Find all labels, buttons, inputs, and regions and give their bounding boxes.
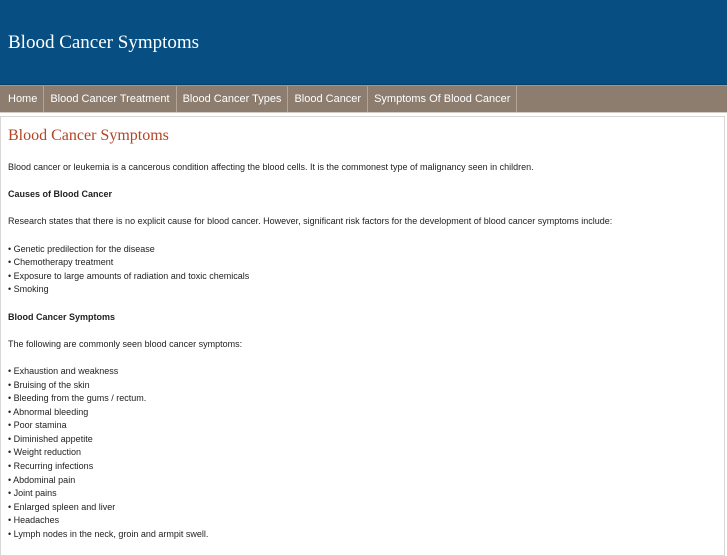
list-item: • Joint pains bbox=[8, 488, 57, 499]
site-title[interactable]: Blood Cancer Symptoms bbox=[8, 32, 200, 53]
list-item: • Exhaustion and weakness bbox=[8, 365, 119, 376]
list-item: • Poor stamina bbox=[8, 420, 67, 431]
list-item: • Chemotherapy treatment bbox=[8, 257, 114, 268]
nav-item-home[interactable]: Home bbox=[0, 86, 44, 112]
nav-item-blood-cancer-types[interactable]: Blood Cancer Types bbox=[177, 86, 289, 112]
risk-factors-list bbox=[8, 243, 717, 297]
causes-heading: Causes of Blood Cancer bbox=[8, 189, 113, 200]
symptoms-paragraph: The following are commonly seen blood cancer symptoms: bbox=[8, 338, 243, 349]
list-item: • Exposure to large amounts of radiation and toxic chemicals bbox=[8, 270, 250, 281]
list-item: • Lymph nodes in the neck, groin and armpit swell. bbox=[8, 529, 209, 540]
causes-paragraph: Research states that there is no explicit cause for blood cancer. However, significant risk factors for the development of blood cancer symptoms include: bbox=[8, 216, 613, 227]
list-item: • Weight reduction bbox=[8, 447, 82, 458]
list-item: • Abnormal bleeding bbox=[8, 406, 89, 417]
list-item: • Abdominal pain bbox=[8, 474, 76, 485]
symptoms-heading: Blood Cancer Symptoms bbox=[8, 311, 116, 322]
site-header bbox=[0, 0, 727, 85]
list-item: • Headaches bbox=[8, 515, 60, 526]
list-item: • Bruising of the skin bbox=[8, 379, 90, 390]
main-content bbox=[0, 116, 725, 556]
nav-item-blood-cancer-treatment[interactable]: Blood Cancer Treatment bbox=[44, 86, 176, 112]
symptoms-list bbox=[8, 365, 717, 542]
list-item: • Genetic predilection for the disease bbox=[8, 243, 155, 254]
main-nav bbox=[0, 85, 727, 113]
page-title: Blood Cancer Symptoms bbox=[8, 127, 169, 144]
list-item: • Diminished appetite bbox=[8, 433, 93, 444]
intro-paragraph: Blood cancer or leukemia is a cancerous condition affecting the blood cells. It is the commonest type of malignancy seen in children. bbox=[8, 162, 534, 172]
list-item: • Recurring infections bbox=[8, 461, 94, 472]
nav-item-symptoms-of-blood-cancer[interactable]: Symptoms Of Blood Cancer bbox=[368, 86, 517, 112]
list-item: • Smoking bbox=[8, 284, 49, 295]
list-item: • Bleeding from the gums / rectum. bbox=[8, 393, 147, 404]
list-item: • Enlarged spleen and liver bbox=[8, 501, 116, 512]
nav-item-blood-cancer[interactable]: Blood Cancer bbox=[288, 86, 368, 112]
